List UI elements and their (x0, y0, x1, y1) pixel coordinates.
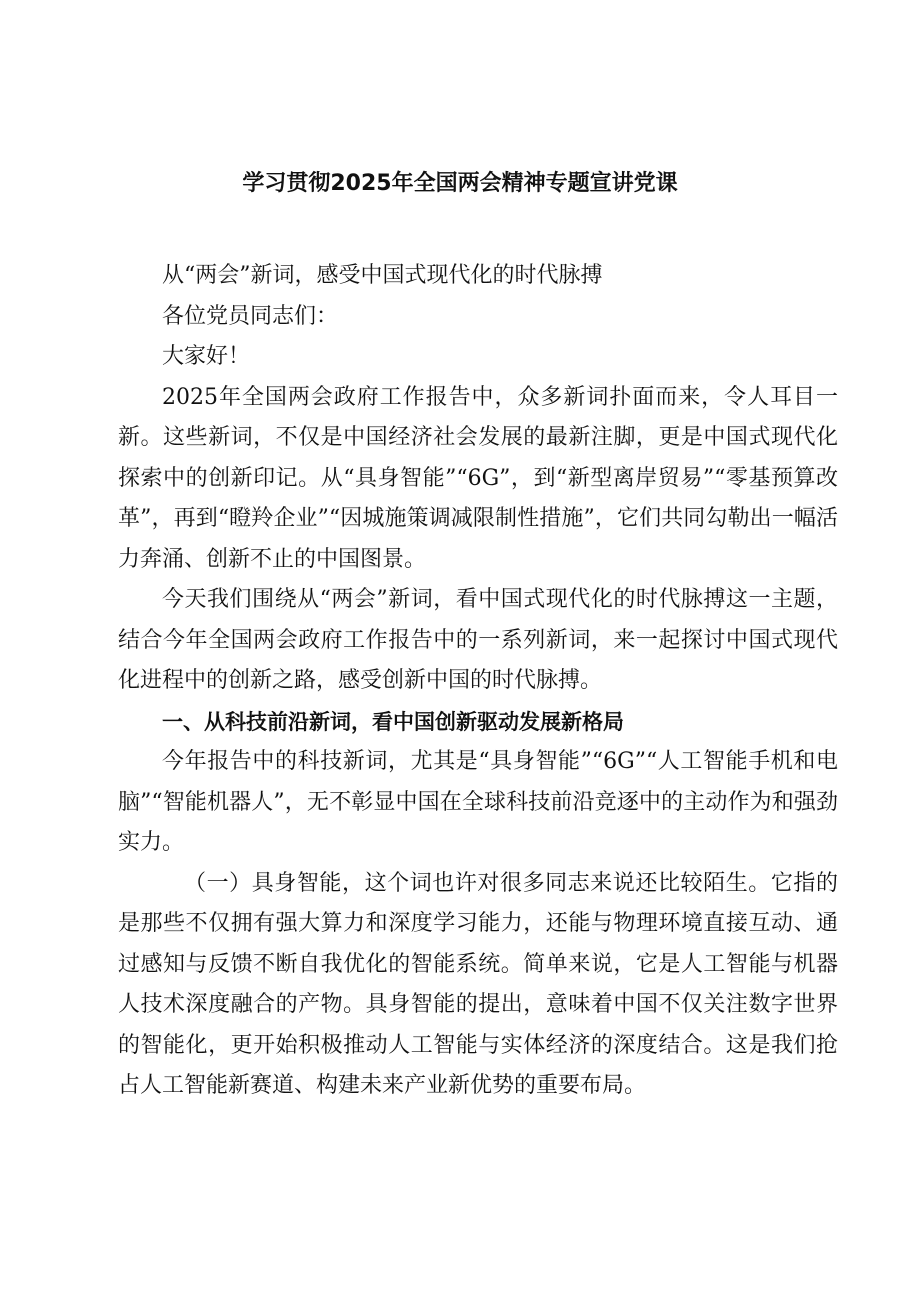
document-subtitle: 从“两会”新词，感受中国式现代化的时代脉搏 (162, 263, 603, 288)
salutation: 各位党员同志们： (162, 303, 339, 329)
greeting: 大家好！ (162, 344, 251, 369)
paragraph-intro: 2025年全国两会政府工作报告中，众多新词扑面而来，令人耳目一新。这些新词，不仅是中国经济社会发展的最新注脚，更是中国式现代化探索中的创新印记。从“具身智能”“6G”，到“新型离岸贸易”“零基预算改革”，再到“瞪羚企业”“因城施策调减限制性措施”，它们共同勾勒出一幅活力奔涌、创新不止的中国图景。 (118, 384, 838, 572)
document-title: 学习贯彻2025年全国两会精神专题宣讲党课 (242, 171, 678, 196)
document-body (118, 256, 838, 1107)
paragraph-tech-words: 今年报告中的科技新词，尤其是“具身智能”“6G”“人工智能手机和电脑”“智能机器人”，无不彰显中国在全球科技前沿竞逐中的主动作为和强劲实力。 (118, 749, 838, 855)
paragraph-embodied-ai: （一）具身智能，这个词也许对很多同志来说还比较陌生。它指的是那些不仅拥有强大算力和深度学习能力，还能与物理环境直接互动、通过感知与反馈不断自我优化的智能系统。简单来说，它是人工智能与机器人技术深度融合的产物。具身智能的提出，意味着中国不仅关注数字世界的智能化，更开始积极推动人工智能与实体经济的深度结合。这是我们抢占人工智能新赛道、构建未来产业新优势的重要布局。 (118, 870, 838, 1098)
paragraph-theme: 今天我们围绕从“两会”新词，看中国式现代化的时代脉搏这一主题，结合今年全国两会政府工作报告中的一系列新词，来一起探讨中国式现代化进程中的创新之路，感受创新中国的时代脉搏。 (118, 587, 838, 693)
section-heading: 一、从科技前沿新词，看中国创新驱动发展新格局 (162, 709, 624, 734)
